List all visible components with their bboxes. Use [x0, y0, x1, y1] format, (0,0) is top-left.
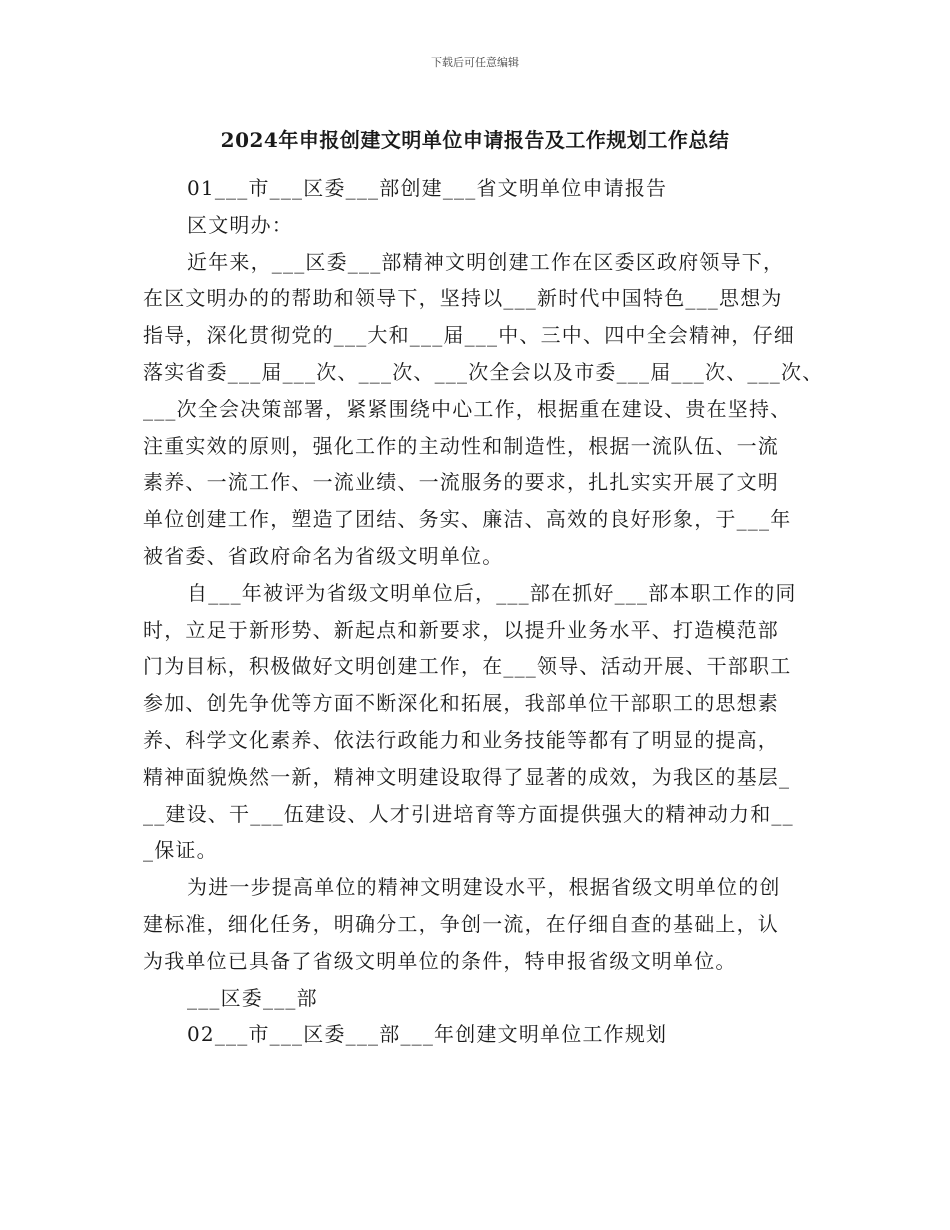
- text-line: 精神面貌焕然一新，精神文明建设取得了显著的成效，为我区的基层_: [143, 764, 791, 789]
- header-note: 下载后可任意编辑: [431, 56, 519, 69]
- text-line: 自___年被评为省级文明单位后，___部在抓好___部本职工作的同: [187, 580, 797, 605]
- text-line: 区文明办：: [187, 212, 293, 237]
- text-line: 养、科学文化素养、依法行政能力和业务技能等都有了明显的提高，: [143, 727, 779, 752]
- text-line: 时，立足于新形势、新起点和新要求，以提升业务水平、打造模范部: [143, 617, 779, 642]
- text-line: 落实省委___届___次、___次、___次全会以及市委___届___次、___次、: [143, 359, 824, 384]
- text-line: ___区委___部: [187, 985, 318, 1010]
- text-line: 在区文明办的的帮助和领导下，坚持以___新时代中国特色___思想为: [143, 286, 783, 311]
- text-line: 单位创建工作，塑造了团结、务实、廉洁、高效的良好形象，于___年: [143, 507, 792, 532]
- document-title: 2024年申报创建文明单位申请报告及工作规划工作总结: [220, 128, 730, 152]
- text-line: 参加、创先争优等方面不断深化和拓展，我部单位干部职工的思想素: [143, 691, 779, 716]
- document-body: [143, 170, 823, 1053]
- text-line: _保证。: [143, 838, 218, 863]
- text-line: 02___市___区委___部___年创建文明单位工作规划: [187, 1022, 668, 1047]
- text-line: 近年来，___区委___部精神文明创建工作在区委区政府领导下，: [187, 249, 785, 274]
- text-line: 门为目标，积极做好文明创建工作，在___领导、活动开展、干部职工: [143, 654, 792, 679]
- text-line: 为进一步提高单位的精神文明建设水平，根据省级文明单位的创: [187, 875, 781, 900]
- text-line: __建设、干___伍建设、人才引进培育等方面提供强大的精神动力和__: [143, 801, 794, 826]
- text-line: 被省委、省政府命名为省级文明单位。: [143, 543, 504, 568]
- text-line: 01___市___区委___部创建___省文明单位申请报告: [187, 176, 668, 200]
- text-line: 素养、一流工作、一流业绩、一流服务的要求，扎扎实实开展了文明: [143, 470, 779, 495]
- text-line: ___次全会决策部署，紧紧围绕中心工作，根据重在建设、贵在坚持、: [143, 396, 792, 421]
- text-line: 为我单位已具备了省级文明单位的条件，特申报省级文明单位。: [143, 948, 737, 973]
- text-line: 注重实效的原则，强化工作的主动性和制造性，根据一流队伍、一流: [143, 433, 779, 458]
- text-line: 建标准，细化任务，明确分工，争创一流，在仔细自查的基础上，认: [143, 911, 779, 936]
- text-line: 指导，深化贯彻党的___大和___届___中、三中、四中全会精神，仔细: [143, 323, 795, 348]
